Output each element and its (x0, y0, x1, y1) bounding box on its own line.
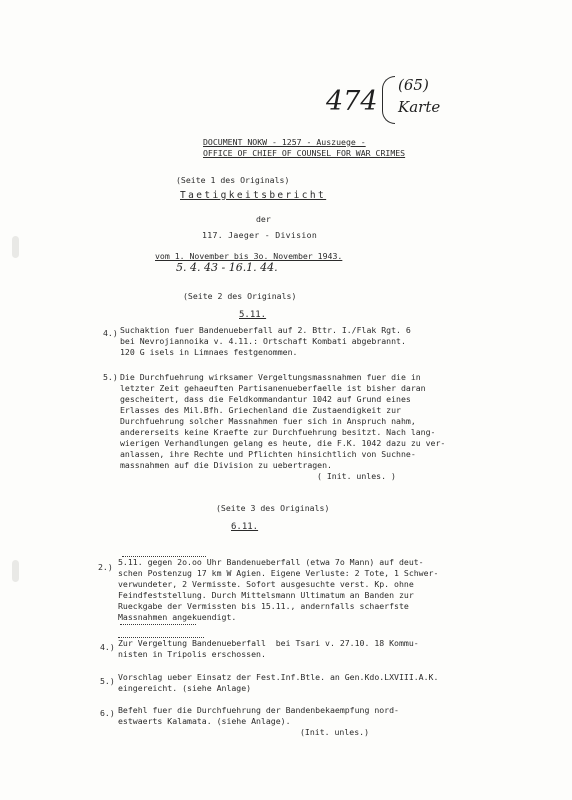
section-date: 5.11. (239, 310, 267, 320)
entry-line: Vorschlag ueber Einsatz der Fest.Inf.Btle. an Gen.Kdo.LXVIII.A.K. (118, 672, 439, 682)
handwritten-number: 474 (326, 86, 378, 117)
punch-hole (12, 560, 19, 582)
entry-line: Suchaktion fuer Bandenueberfall auf 2. Bttr. I./Flak Rgt. 6 (120, 325, 411, 335)
handwritten-dates: 5. 4. 43 - 16.1. 44. (176, 261, 278, 274)
entry-line: bei Nevrojiannoika v. 4.11.: Ortschaft Kombati abgebrannt. (120, 336, 406, 346)
entry-line: anlassen, ihre Rechte und Pflichten hinsichtlich von Suchne- (120, 449, 416, 459)
header-der: der (256, 214, 271, 224)
initials: (Init. unles.) (300, 727, 370, 737)
handwritten-note-top: (65) (398, 76, 429, 94)
header-period: vom 1. November bis 3o. November 1943. (155, 251, 343, 261)
entry-line: gescheitert, dass die Feldkommandantur 1042 auf Grund eines (120, 394, 411, 404)
entry-line: massnahmen auf die Division zu uebertragen. (120, 460, 332, 470)
initials: ( Init. unles. ) (317, 471, 396, 481)
entry-line: 120 G isels in Limnaes festgenommen. (120, 347, 298, 357)
entry-line: Befehl fuer die Durchfuehrung der Bandenbekaempfung nord- (118, 705, 399, 715)
entry-line: Erlasses des Mil.Bfh. Griechenland die Zustaendigkeit zur (120, 405, 401, 415)
punch-hole (12, 236, 19, 258)
entry-number: 4.) (103, 328, 118, 338)
stamp-document-line: DOCUMENT NOKW - 1257 - Auszuege - (203, 137, 366, 147)
header-division: 117. Jaeger - Division (202, 230, 318, 240)
entry-number: 6.) (100, 708, 115, 718)
page-ref-3: (Seite 3 des Originals) (216, 503, 330, 513)
entry-line: Massnahmen angekuendigt. (118, 612, 237, 622)
entry-line: schen Postenzug 17 km W Agien. Eigene Verluste: 2 Tote, 1 Schwer- (118, 568, 439, 578)
entry-line: Zur Vergeltung Bandenueberfall bei Tsari v. 27.10. 18 Kommu- (118, 638, 419, 648)
entry-number: 5.) (100, 676, 115, 686)
document-title: Taetigkeitsbericht (180, 190, 327, 201)
entry-line: letzter Zeit gehaeuften Partisanenueberfaelle ist bisher daran (120, 383, 426, 393)
entry-line: eingereicht. (siehe Anlage) (118, 683, 252, 693)
entry-line: Die Durchfuehrung wirksamer Vergeltungsmassnahmen fuer die in (120, 372, 421, 382)
entry-line: andererseits keine Kraefte zur Durchfuehrung besitzt. Nach lang- (120, 427, 436, 437)
entry-line: 5.11. gegen 2o.oo Uhr Bandenueberfall (etwa 7o Mann) auf deut- (118, 557, 424, 567)
entry-line: estwaerts Kalamata. (siehe Anlage). (118, 716, 291, 726)
entry-number: 2.) (98, 562, 113, 572)
section-date: 6.11. (231, 522, 259, 532)
handwritten-bracket (382, 76, 395, 124)
dotted-underline (120, 624, 196, 625)
entry-line: Rueckgabe der Vermissten bis 15.11., andernfalls schaerfste (118, 601, 409, 611)
handwritten-note-bottom: Karte (398, 98, 441, 116)
entry-line: Feindfeststellung. Durch Mittelsmann Ultimatum an Banden zur (118, 590, 414, 600)
page-ref-1: (Seite 1 des Originals) (176, 175, 290, 185)
entry-number: 5.) (103, 372, 118, 382)
page-ref-2: (Seite 2 des Originals) (183, 291, 297, 301)
stamp-office-line: OFFICE OF CHIEF OF COUNSEL FOR WAR CRIMES (203, 148, 406, 158)
entry-line: verwundeter, 2 Vermisste. Sofort ausgesuchte verst. Kp. ohne (118, 579, 414, 589)
entry-number: 4.) (100, 642, 115, 652)
entry-line: nisten in Tripolis erschossen. (118, 649, 266, 659)
entry-line: Durchfuehrung solcher Massnahmen fuer sich in Anspruch nahm, (120, 416, 416, 426)
entry-line: wierigen Verhandlungen gelang es heute, die F.K. 1042 dazu zu ver- (120, 438, 446, 448)
